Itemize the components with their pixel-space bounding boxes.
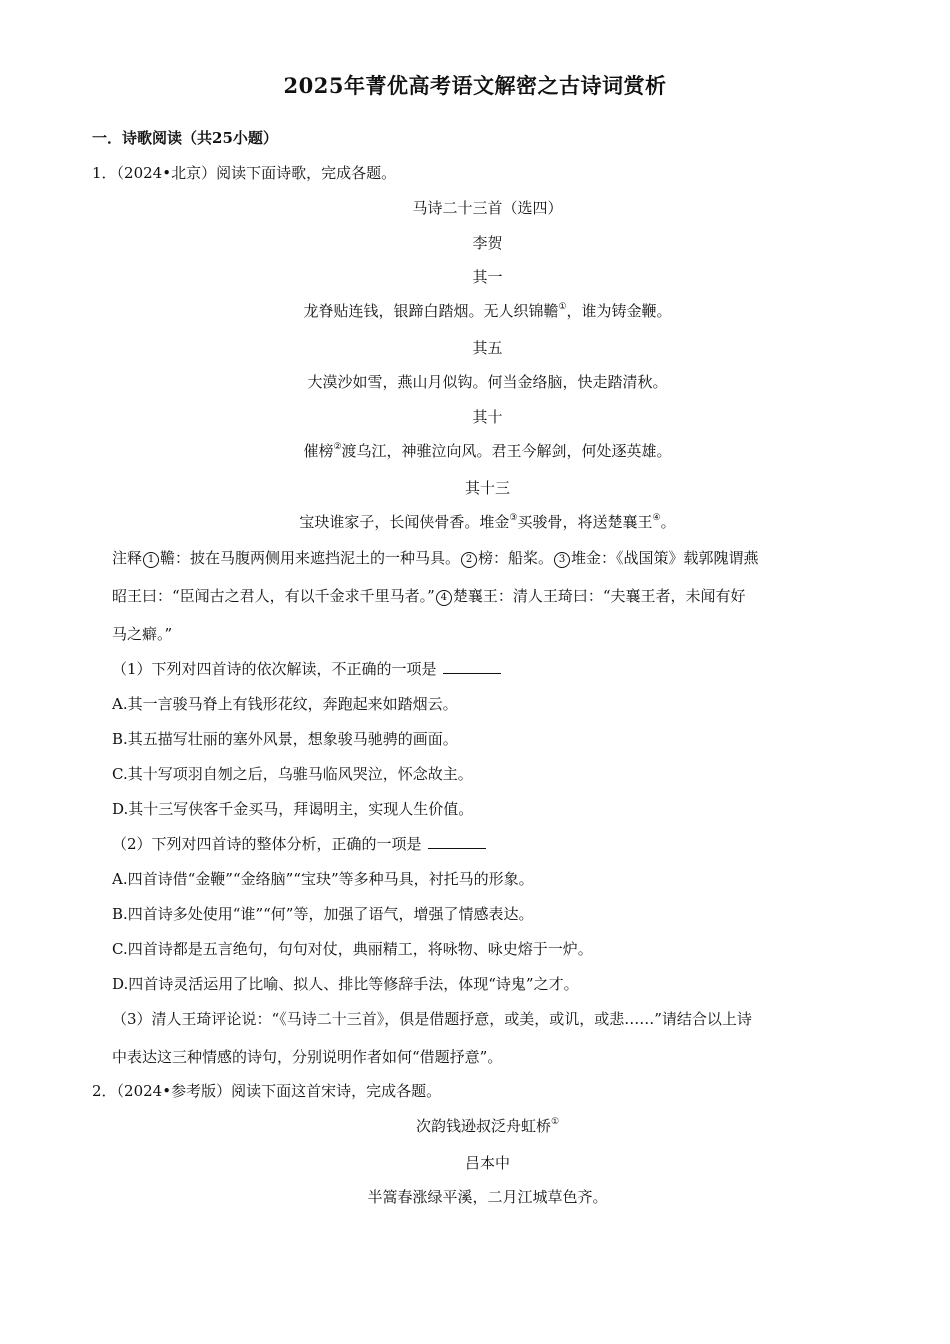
annotation-line	[112, 586, 746, 606]
option: A.四首诗借“金鞭”“金络脑”“宝玦”等多种马具，衬托马的形象。	[112, 870, 534, 888]
annotation-text: 堆金：《战国策》载郭隗谓燕	[571, 549, 759, 567]
poem-title	[0, 1116, 950, 1136]
poem-section-heading: 其十	[472, 408, 503, 426]
annotation-text: 注释	[112, 549, 143, 567]
poem-author: 李贺	[472, 234, 503, 252]
poem-text: ，谁为铸金鞭。	[566, 302, 672, 320]
poem-line	[0, 301, 950, 321]
option: B.其五描写壮丽的塞外风景，想象骏马驰骋的画面。	[112, 730, 458, 748]
option: B.四首诗多处使用“谁”“何”等，加强了语气，增强了情感表达。	[112, 905, 534, 923]
poem-section-heading: 其十三	[464, 479, 510, 497]
sub-question-2	[112, 834, 486, 854]
annotation-line	[112, 548, 759, 568]
poem-text: 催榜	[303, 442, 334, 460]
poem-line	[0, 512, 950, 532]
poem-line: 半篙春涨绿平溪，二月江城草色齐。	[367, 1188, 608, 1206]
question-2-intro: 2．（2024•参考版）阅读下面这首宋诗，完成各题。	[92, 1082, 442, 1100]
question-stem: （2）下列对四首诗的整体分析，正确的一项是	[112, 835, 422, 853]
poem-text: 龙脊贴连钱，银蹄白踏烟。无人织锦韂	[303, 302, 559, 320]
poem-line	[0, 441, 950, 461]
option: C.四首诗都是五言绝句，句句对仗，典丽精工，将咏物、咏史熔于一炉。	[112, 940, 593, 958]
annotation-text: 韂：披在马腹两侧用来遮挡泥土的一种马具。	[160, 549, 461, 567]
poem-section-heading: 其五	[472, 339, 503, 357]
footnote-marker: ②	[333, 442, 342, 452]
poem-line: 大漠沙如雪，燕山月似钩。何当金络脑，快走踏清秋。	[307, 373, 668, 391]
section-title: 一．诗歌阅读（共25小题）	[92, 129, 278, 147]
question-1-intro: 1．（2024•北京）阅读下面诗歌，完成各题。	[92, 164, 397, 182]
footnote-marker: ①	[550, 1117, 560, 1127]
circled-number: 2	[461, 552, 477, 568]
footnote-marker: ①	[558, 302, 567, 312]
annotation-text: 昭王曰：“臣闻古之君人，有以千金求千里马者。”	[112, 587, 435, 605]
sub-question-1	[112, 659, 501, 679]
sub-question-3-continued: 中表达这三种情感的诗句，分别说明作者如何“借题抒意”。	[112, 1048, 503, 1066]
poem-text: 渡乌江，神骓泣向风。君王今解剑，何处逐英雄。	[341, 442, 672, 460]
circled-number: 3	[554, 552, 570, 568]
question-stem: （1）下列对四首诗的依次解读，不正确的一项是	[112, 660, 437, 678]
option: C.其十写项羽自刎之后，乌骓马临风哭泣，怀念故主。	[112, 765, 473, 783]
poem-text: 买骏骨，将送楚襄王	[517, 513, 653, 531]
footnote-marker: ④	[652, 513, 661, 523]
poem-author: 吕本中	[464, 1154, 510, 1172]
poem-title-text: 次韵钱逊叔泛舟虹桥	[415, 1117, 551, 1135]
poem-text: 。	[660, 513, 676, 531]
answer-blank[interactable]	[428, 834, 486, 849]
option: D.四首诗灵活运用了比喻、拟人、排比等修辞手法，体现“诗鬼”之才。	[112, 975, 579, 993]
poem-section-heading: 其一	[472, 268, 503, 286]
answer-blank[interactable]	[443, 659, 501, 674]
poem-text: 宝玦谁家子，长闻侠骨香。堆金	[299, 513, 510, 531]
annotation-text: 楚襄王：清人王琦曰：“夫襄王者，未闻有好	[452, 587, 746, 605]
poem-title: 马诗二十三首（选四）	[412, 199, 563, 217]
annotation-line: 马之癖。”	[112, 625, 173, 643]
document-title: 2025年菁优高考语文解密之古诗词赏析	[283, 73, 667, 98]
footnote-marker: ③	[509, 513, 518, 523]
circled-number: 1	[143, 552, 159, 568]
option: A.其一言骏马脊上有钱形花纹，奔跑起来如踏烟云。	[112, 695, 458, 713]
option: D.其十三写侠客千金买马，拜谒明主，实现人生价值。	[112, 800, 474, 818]
sub-question-3: （3）清人王琦评论说：“《马诗二十三首》，俱是借题抒意，或美，或讥，或悲……”请结合以上诗	[112, 1010, 752, 1028]
annotation-text: 榜：船桨。	[478, 549, 554, 567]
circled-number: 4	[436, 590, 452, 606]
